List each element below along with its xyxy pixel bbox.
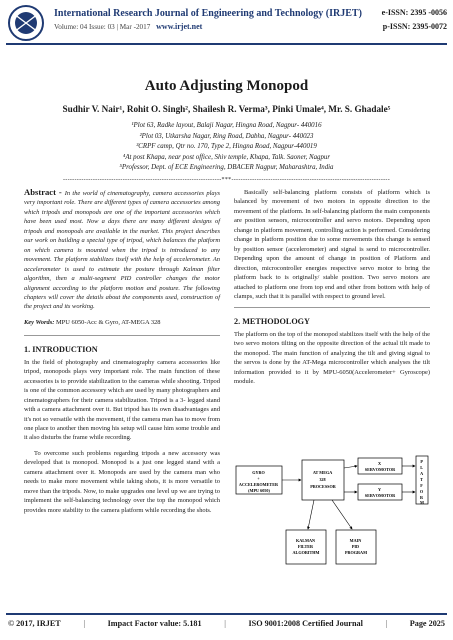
platform-letter-2: L (420, 465, 423, 470)
mcu-line-1: AT MEGA (312, 470, 333, 475)
footer-page-number: Page 2025 (409, 619, 445, 628)
p-issn: p-ISSN: 2395-0072 (382, 22, 447, 31)
footer-iso: ISO 9001:2008 Certified Journal (248, 619, 363, 628)
abstract (24, 188, 220, 312)
volume-issue: Volume: 04 Issue: 03 | Mar -2017 (54, 23, 151, 31)
affiliation-2: ²Plot 03, Utkarsha Nagar, Ring Road, Dabha, Nagpur- 440023 (139, 132, 314, 140)
journal-website[interactable]: www.irjet.net (156, 22, 203, 31)
author-list: Sudhir V. Nair¹, Rohit O. Singh², Shailesh R. Verma³, Pinki Umale⁴, Mr. S. Ghadale⁵ (62, 104, 391, 114)
footer-impact-factor: Impact Factor value: 5.181 (107, 619, 202, 628)
right-paragraph-1: Basically self-balancing platform consists of platform which is balanced by movement of two motors in opposite direction to the movement of the platform. In self-balancing platform the main components are position sensors, microcontroller and servo motors. Depending upon change in platform movement, controlling action is performed. Considering change in platform position due to some movements this change is sensed by position sensor (accelerometer) and signal is send to microcontroller. Depending upon the amount of change in position of Platform and direction, microcontroller energies respective servo motor to bring the platform back to is originally/ stable position. Two servo motors are attached to platform one from top end and other from bottom with help of clamps, such that it is parallel with respect to ground level. (234, 189, 430, 300)
main-line-3: PROGRAM (344, 550, 368, 555)
kalman-line-2: FILTER (297, 544, 314, 549)
section-heading-methodology: 2. METHODOLOGY (234, 317, 310, 327)
platform-letter-1: P (420, 459, 423, 464)
section-divider (24, 335, 220, 336)
platform-letter-8: M (420, 500, 424, 505)
affiliations (0, 121, 453, 174)
right-column (234, 188, 430, 393)
platform-letter-3: A (420, 471, 423, 476)
keywords-text: MPU 6050-Acc & Gyro, AT-MEGA 328 (55, 318, 161, 326)
servo-x-line-1: X (377, 461, 381, 466)
footer-separator: | (224, 619, 226, 628)
servo-y-line-2: SERVOMOTOR (364, 493, 396, 498)
left-column (24, 188, 220, 521)
intro-paragraph-2: To overcome such problems regarding tripods a new accessory was developed that is monopod. Monopod is a just one legged stand with a camera attachment over it. Monopods are used by the camera man who needs to make more movement while taking shots, it is more versatile to move than the tripods. Now, to make upgrades one level up we are trying to implement the self-balancing technology over the top the monopod which provides more stability to the camera platform while recording the shots. (24, 449, 220, 514)
footer-rule (6, 613, 447, 615)
affiliation-5: ⁵Professor, Dept. of ECE Engineering, DBACER Nagpur, Maharashtra, India (119, 164, 334, 172)
servo-y-line-1: Y (378, 487, 381, 492)
affiliation-4: ⁴At post Khapa, near post office, Shiv temple, Khapa, Talk. Saoner, Nagpur (122, 153, 331, 161)
section-divider-2 (234, 307, 430, 308)
methodology-paragraph-1: The platform on the top of the monopod stabilizes itself with the help of the two servo motors tilting on the opposite direction of the actual tilt made to the monopod. The main function of analyzing the tilt and giving signal to the servos is done by the AT-Mega microcontroller which analyses the tilt information provided to it by MPU-6050(Accelerometer+ Gyroscope) module. (234, 330, 430, 386)
affiliation-1: ¹Plot 63, Radke layout, Balaji Nagar, Hingna Road, Nagpur- 440016 (131, 122, 322, 129)
journal-header (0, 0, 453, 46)
affiliation-3: ³CRPF camp, Qtr no. 170, Type 2, Hingna Road, Nagpur-440019 (136, 143, 317, 151)
gyro-line-4: (MPU 6050) (248, 488, 270, 493)
footer-separator: | (385, 619, 388, 628)
paper-title: Auto Adjusting Monopod (144, 78, 309, 94)
platform-letter-7: R (419, 495, 423, 500)
volume-info (54, 22, 202, 31)
header-rule (6, 43, 447, 45)
footer-copyright: © 2017, IRJET (8, 619, 61, 628)
mcu-line-2: 328 (319, 477, 326, 482)
block-diagram (232, 454, 432, 576)
keywords-label: Key Words: (24, 318, 55, 326)
gyro-line-3: ACCELEROMETER (238, 482, 279, 487)
mcu-line-3: PROCESSOR (310, 484, 336, 489)
footer-separator: | (83, 619, 85, 628)
page-footer (8, 619, 445, 628)
main-line-1: MAIN (349, 538, 362, 543)
keywords (24, 318, 220, 327)
platform-letter-6: O (419, 489, 424, 494)
platform-letter-5: F (420, 483, 423, 488)
section-separator: ---------------------------------------------------------------------***--------------------------------------------------------------------- (62, 177, 391, 183)
gyro-line-1: GYRO (252, 470, 265, 475)
main-line-2: PID (351, 544, 360, 549)
intro-paragraph-1: In the field of photography and cinematography camera accessories like tripod, monopods plays very important role. The main function of these accessories is to provide stabilization to the cameras while shooting. Tripod is one of the common accessory which are used by many photographers and cinematographers for their camera stabilization. Tripod is a 3- legged stand with a camera attachment over it. But tripod has its own disadvantages and it's not so versatile with the movement, if the camera man has to move from one place to another then moving his setup will cause him some trouble and it also disturbs the frame while recording. (24, 358, 220, 442)
platform-letter-4: T (420, 477, 423, 482)
kalman-line-1: KALMAN (295, 538, 316, 543)
e-issn: e-ISSN: 2395 -0056 (381, 8, 447, 17)
servo-x-line-2: SERVOMOTOR (364, 467, 396, 472)
abstract-label: Abstract - (24, 187, 62, 197)
journal-title: International Research Journal of Engineering and Technology (IRJET) (54, 8, 362, 19)
abstract-text: In the world of cinematography, camera accessories plays very important role. There are different types of camera accessories among which tripods and monopods are one of the important accessories which have been used most. Now a days there are many different designs of tripods and monopods are available in the market. This project describes our work on building a special type of tripod, which balances the platform on which camera is mounted when the tripod is introduced to any movement. The platform stabilizes itself with the help of accelerometer. An accelerometer is used to estimate the posture through Kalman filter algorithm, then a multi-segment PID controller changes the motor alignment according to the platform motion and posture. The following chapters will cover the details about the components used, construction of the project and its working. (24, 190, 220, 311)
kalman-line-3: ALGORITHM (292, 550, 320, 555)
gyro-line-2: + (257, 476, 260, 481)
section-heading-introduction: 1. INTRODUCTION (24, 345, 98, 355)
irjet-logo (6, 4, 46, 42)
